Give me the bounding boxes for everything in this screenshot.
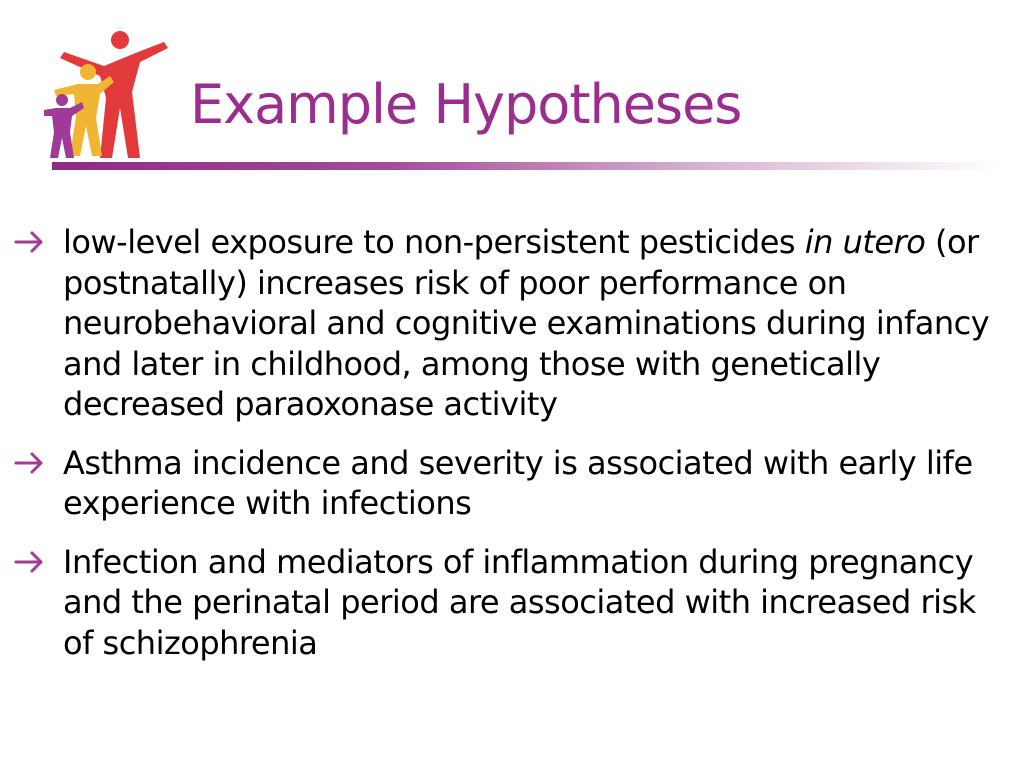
bullet-text: Infection and mediators of inflammation during pregnancy and the perinatal period are associated with increased risk of schizophrenia xyxy=(63,542,976,662)
bullet-list xyxy=(14,222,1004,681)
bullet-italic-text: in utero xyxy=(804,223,926,261)
bullet-text: Asthma incidence and severity is associated with early life experience with infections xyxy=(63,443,973,522)
arrow-right-icon xyxy=(14,230,46,254)
title-divider xyxy=(52,162,1002,170)
family-figures-icon xyxy=(40,28,170,163)
bullet-item-2 xyxy=(14,443,1004,524)
bullet-text: (or postnatally) increases risk of poor performance on neurobehavioral and cognitive examinations during infancy and later in childhood, among those with genetically decreased paraoxonase activity xyxy=(63,223,990,423)
bullet-item-3 xyxy=(14,542,1004,664)
bullet-text: low-level exposure to non-persistent pesticides xyxy=(63,223,805,261)
arrow-right-icon xyxy=(14,550,46,574)
bullet-item-1 xyxy=(14,222,1004,425)
slide-title: Example Hypotheses xyxy=(190,73,742,136)
arrow-right-icon xyxy=(14,451,46,475)
